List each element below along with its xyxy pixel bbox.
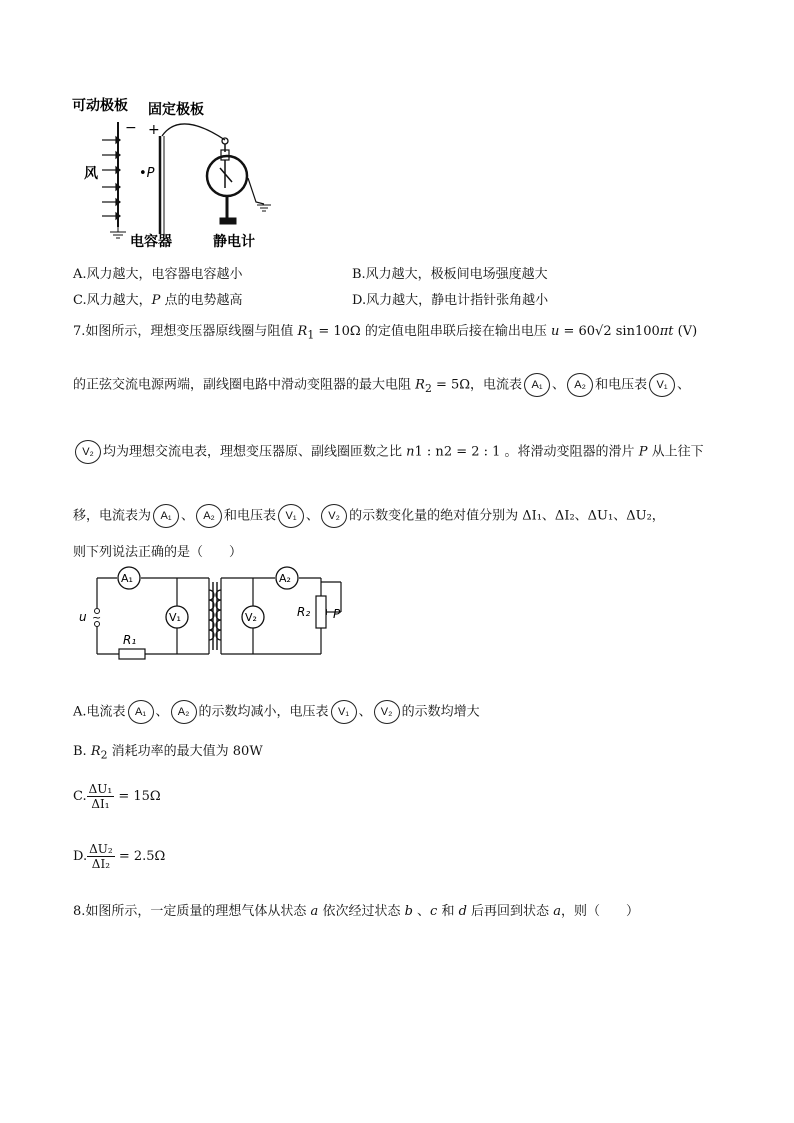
q6-option-c-var: P (151, 293, 161, 308)
q8-mid3: 后再回到状态 (466, 904, 554, 919)
q7-l2-r2-sub: 2 (424, 382, 432, 396)
q7-l2-d: 、 (677, 377, 691, 393)
capacitor-label: 电容器 (130, 234, 172, 250)
q7-opt-c-den: ΔI₁ (91, 797, 110, 811)
q7-option-b (73, 740, 263, 762)
q7-option-a (73, 700, 480, 724)
rheostat-r2-label: R₂ (297, 605, 311, 619)
q8-a2: a (553, 904, 561, 919)
q7-l3-mid: 1 : n (414, 444, 444, 460)
q7-l1-c: = 60√2 sin100 (559, 324, 660, 339)
q7-line-1 (73, 320, 697, 342)
q7-l3-c: 从上往下 (647, 444, 704, 460)
voltmeter-v1-icon: V₁ (331, 700, 357, 724)
q7-l2-b: = 5Ω，电流表 (431, 377, 523, 393)
q7-l3-p: P (638, 444, 648, 460)
q7-line-3 (73, 440, 704, 464)
voltmeter-v1-circuit-label: V₁ (169, 611, 181, 624)
capacitor-figure (70, 92, 280, 252)
transformer-circuit-figure (75, 566, 355, 666)
q7-opt-b-pre: B. (73, 744, 91, 759)
ammeter-a1-icon: A₁ (153, 504, 179, 528)
q7-l1-d: (V) (673, 324, 698, 339)
q7-l2-r2: R (415, 377, 425, 393)
q6-option-c-pre: C.风力越大， (73, 293, 152, 308)
ground-icon (110, 227, 126, 238)
q7-opt-c-label: C. (73, 789, 87, 804)
rheostat-r2-icon (316, 596, 326, 628)
source-u-label: u (79, 610, 87, 624)
ammeter-a1-circuit-label: A₁ (121, 572, 133, 585)
q7-l3-b: 2 = 2 : 1 。将滑动变阻器的滑片 (443, 444, 639, 460)
q8-d: d (458, 904, 467, 919)
q6-option-d: D.风力越大，静电计指针张角越小 (352, 293, 549, 308)
fixed-plate-label: 固定极板 (148, 102, 204, 118)
ammeter-a1-icon: A₁ (524, 373, 550, 397)
ammeter-a2-icon: A₂ (171, 700, 197, 724)
q7-opt-d-fraction (87, 842, 115, 871)
q7-l4-b: 、 (181, 508, 195, 524)
voltmeter-v1-icon: V₁ (649, 373, 675, 397)
q8-b: b (404, 904, 413, 919)
q7-l4-d: 、 (306, 508, 320, 524)
q7-line-2 (73, 373, 690, 397)
ammeter-a2-icon: A₂ (196, 504, 222, 528)
q7-opt-c-num: ΔU₁ (88, 782, 113, 796)
q7-opt-a-sep2: 、 (358, 704, 372, 720)
electrometer-label: 静电计 (213, 234, 255, 250)
q7-opt-a-pre: A.电流表 (73, 704, 126, 720)
source-tilde-label: ~ (92, 611, 102, 624)
q6-option-c-post: 点的电势越高 (160, 293, 243, 308)
ammeter-a2-icon: A₂ (567, 373, 593, 397)
minus-sign: − (125, 120, 137, 136)
q7-opt-d-num: ΔU₂ (89, 842, 113, 856)
ammeter-a1-icon: A₁ (128, 700, 154, 724)
q7-opt-d-den: ΔI₂ (91, 857, 110, 871)
q7-opt-d-label: D. (73, 849, 88, 864)
q7-l3-a: 均为理想交流电表，理想变压器原、副线圈匝数之比 (103, 444, 407, 460)
q7-l2-c: 和电压表 (595, 377, 648, 393)
q7-l1-pit: πt (659, 324, 674, 339)
q6-option-b: B.风力越大，极板间电场强度越大 (352, 267, 548, 282)
movable-plate-label: 可动极板 (72, 98, 128, 114)
q7-opt-c-val: = 15Ω (118, 789, 161, 804)
q8-post: ，则（ ） (560, 904, 639, 919)
q7-l3-n1: n (406, 444, 415, 460)
q8-sep: 、 (412, 904, 431, 919)
q7-l4-a: 移，电流表为 (73, 508, 152, 524)
q7-l1-r1: R (297, 324, 308, 339)
voltmeter-v2-circuit-label: V₂ (245, 611, 257, 624)
voltmeter-v1-icon: V₁ (278, 504, 304, 528)
q7-opt-b-r: R (90, 744, 101, 759)
q8-pre: 8.如图所示，一定质量的理想气体从状态 (73, 904, 311, 919)
q7-l1-u: u (550, 324, 560, 339)
q7-opt-a-post: 的示数均增大 (401, 704, 480, 720)
q7-l2-sep: 、 (552, 377, 566, 393)
point-p-label: •P (139, 166, 155, 181)
q7-l2-a: 的正弦交流电源两端，副线圈电路中滑动变阻器的最大电阻 (73, 377, 416, 393)
q7-opt-d-val: = 2.5Ω (118, 849, 166, 864)
electrometer-icon (207, 138, 271, 224)
q7-opt-b-sub: 2 (100, 748, 108, 762)
voltmeter-v2-icon: V₂ (321, 504, 347, 528)
q7-line-5: 则下列说法正确的是（ ） (73, 545, 243, 560)
q7-opt-c-fraction (87, 782, 115, 811)
q7-opt-a-mid: 的示数均减小，电压表 (198, 704, 329, 720)
q8-line (73, 900, 639, 919)
q8-mid1: 依次经过状态 (318, 904, 405, 919)
q7-l4-c: 和电压表 (224, 508, 277, 524)
q6-option-c (73, 289, 243, 308)
q6-option-a: A.风力越大，电容器电容越小 (73, 267, 243, 282)
q7-line-4 (73, 504, 665, 528)
q8-c: c (430, 904, 438, 919)
q7-opt-a-sep: 、 (155, 704, 169, 720)
q7-option-d (73, 842, 165, 871)
resistor-r1-label: R₁ (123, 633, 137, 647)
q7-l1-b: = 10Ω 的定值电阻串联后接在输出电压 (314, 324, 551, 339)
q7-option-c (73, 782, 161, 811)
q7-l1-r1-sub: 1 (307, 328, 315, 342)
plus-sign: + (148, 122, 160, 138)
voltmeter-v2-icon: V₂ (75, 440, 101, 464)
q8-a: a (310, 904, 319, 919)
slider-p-label: P (333, 607, 341, 621)
q8-mid2: 和 (437, 904, 459, 919)
voltmeter-v2-icon: V₂ (374, 700, 400, 724)
q7-l4-e: 的示数变化量的绝对值分别为 ΔI₁、ΔI₂、ΔU₁、ΔU₂， (349, 508, 665, 524)
wind-label: 风 (84, 166, 98, 182)
q7-opt-b-post: 消耗功率的最大值为 80W (107, 744, 263, 759)
ammeter-a2-circuit-label: A₂ (279, 572, 291, 585)
resistor-r1-icon (119, 649, 145, 659)
q7-l1-a: 7.如图所示，理想变压器原线圈与阻值 (73, 324, 298, 339)
